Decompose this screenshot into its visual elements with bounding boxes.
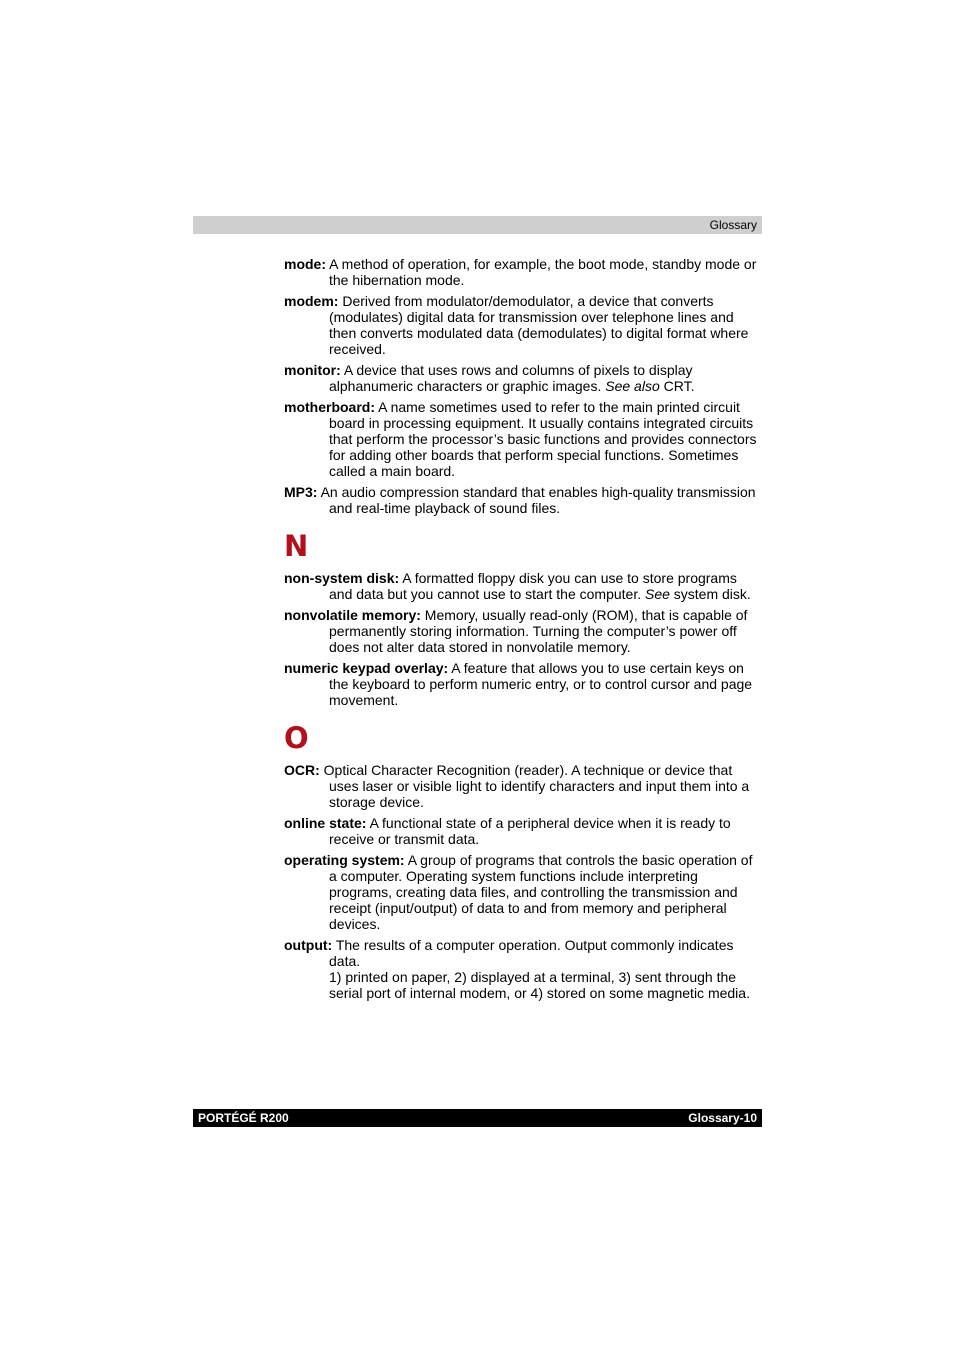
entry-definition: A name sometimes used to refer to the main printed circuit board in processing equipment. It usually contains integrated circuits that perform the processor’s basic functions and provides connectors for adding other boards that perform special functions. Sometimes called a main board. <box>329 399 757 479</box>
entry-definition: A feature that allows you to use certain keys on the keyboard to perform numeric entry, or to control cursor and page movement. <box>329 660 753 708</box>
glossary-entry-motherboard <box>284 399 764 479</box>
glossary-entry-output <box>284 937 764 1001</box>
entry-term: output: <box>284 937 333 953</box>
glossary-content <box>284 256 764 1006</box>
footer-page-number: Glossary-10 <box>688 1111 757 1125</box>
section-letter-n: N <box>284 529 310 563</box>
entry-term: motherboard: <box>284 399 375 415</box>
glossary-entry-online-state <box>284 815 764 847</box>
glossary-entry-numeric-keypad-overlay <box>284 660 764 708</box>
entry-definition: An audio compression standard that enables high-quality transmission and real-time playback of sound files. <box>317 484 756 516</box>
entry-definition: Derived from modulator/demodulator, a device that converts (modulates) digital data for transmission over telephone lines and then converts modulated data (demodulates) to digital format where received. <box>329 293 749 357</box>
glossary-entry-ocr <box>284 762 764 810</box>
entry-definition: A group of programs that controls the basic operation of a computer. Operating system functions include interpreting programs, creating data files, and controlling the transmission and receipt (input/output) of data to and from memory and peripheral devices. <box>329 852 753 932</box>
see-also-label: See also <box>605 378 660 394</box>
entry-definition-continued: 1) printed on paper, 2) displayed at a terminal, 3) sent through the serial port of internal modem, or 4) stored on some magnetic media. <box>329 969 750 1001</box>
entry-term: online state: <box>284 815 367 831</box>
section-letter-o: O <box>284 721 310 755</box>
entry-definition: Memory, usually read-only (ROM), that is capable of permanently storing information. Turning the computer’s power off does not alter data stored in nonvolatile memory. <box>329 607 748 655</box>
glossary-entry-modem <box>284 293 764 357</box>
entry-term: mode: <box>284 256 326 272</box>
glossary-entry-nonvolatile-memory <box>284 607 764 655</box>
glossary-entry-non-system-disk <box>284 570 764 602</box>
entry-term: non-system disk: <box>284 570 400 586</box>
entry-term: MP3: <box>284 484 318 500</box>
see-label: See <box>644 586 670 602</box>
entry-term: modem: <box>284 293 339 309</box>
entry-term: monitor: <box>284 362 341 378</box>
page-footer-bar <box>193 1109 762 1127</box>
entry-definition: A method of operation, for example, the boot mode, standby mode or the hibernation mode. <box>326 256 757 288</box>
entry-definition: A functional state of a peripheral device when it is ready to receive or transmit data. <box>329 815 731 847</box>
glossary-entry-operating-system <box>284 852 764 932</box>
glossary-entry-mp3 <box>284 484 764 516</box>
glossary-entry-monitor <box>284 362 764 394</box>
footer-product-name: PORTÉGÉ R200 <box>198 1111 289 1125</box>
entry-term: numeric keypad overlay: <box>284 660 449 676</box>
cross-reference: system disk. <box>669 586 751 602</box>
glossary-entry-mode <box>284 256 764 288</box>
page-header-bar <box>193 216 762 234</box>
entry-term: nonvolatile memory: <box>284 607 421 623</box>
entry-definition: Optical Character Recognition (reader). A technique or device that uses laser or visible light to identify characters and input them into a storage device. <box>319 762 750 810</box>
entry-term: operating system: <box>284 852 405 868</box>
cross-reference: CRT. <box>659 378 695 394</box>
entry-definition: A device that uses rows and columns of pixels to display alphanumeric characters or graphic images. <box>329 362 693 394</box>
entry-term: OCR: <box>284 762 320 778</box>
header-section-title: Glossary <box>709 218 757 232</box>
entry-definition: A formatted floppy disk you can use to store programs and data but you cannot use to start the computer. <box>329 570 737 602</box>
entry-definition: The results of a computer operation. Output commonly indicates data. <box>329 937 734 969</box>
